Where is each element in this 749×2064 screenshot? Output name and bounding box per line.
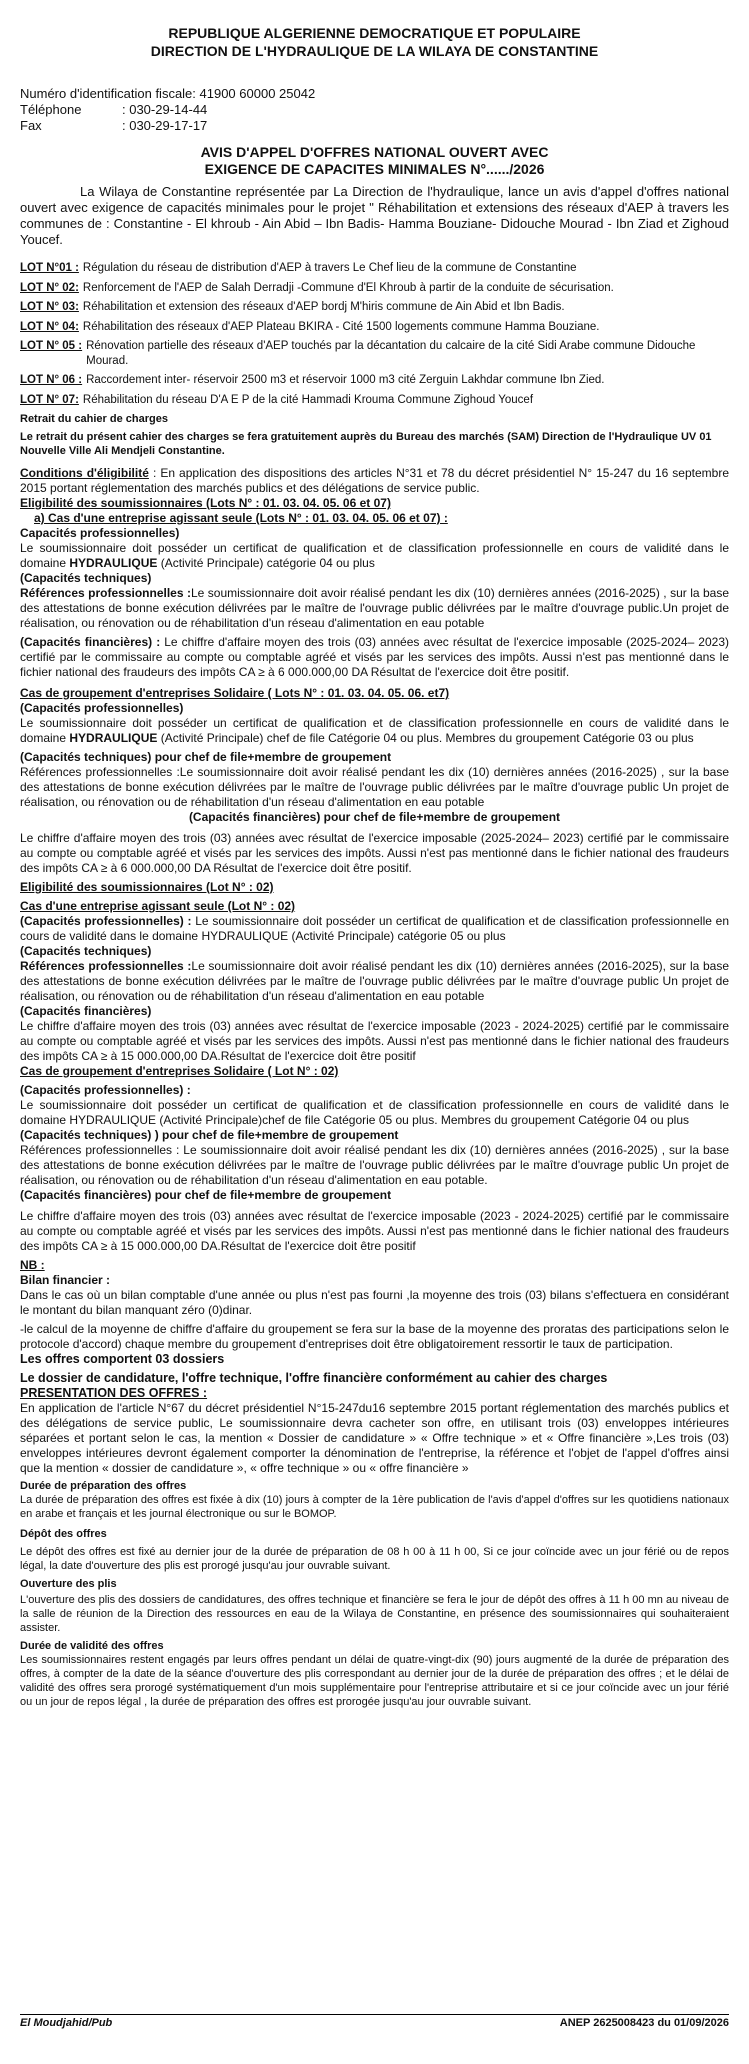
elig1-ref [20, 586, 729, 631]
fax-label: Fax [20, 118, 42, 133]
lot-item [20, 320, 729, 335]
header-republic: REPUBLIQUE ALGERIENNE DEMOCRATIQUE ET POPULAIRE [168, 25, 581, 41]
elig1-title: Eligibilité des soumissionnaires (Lots N° : 01. 03. 04. 05. 06 et 07) [20, 496, 391, 510]
lot-number: LOT N° 06 : [20, 374, 83, 386]
lot-number: LOT N° 07: [20, 393, 79, 406]
elig2-cap-pro-text: Le soumissionnaire doit posséder un certificat de qualification et de classification professionnelle en cours de validité dans le domaine HYDRAULIQUE (Activité Principale) catégorie 05 ou plus [20, 914, 729, 943]
fax-row [20, 118, 729, 134]
elig1-grp-fin-text: Le chiffre d'affaire moyen des trois (03) années avec résultat de l'exercice imposable (2025-2024– 2023) certifié par le commissaire au compte ou comptable agréé et visés par les services des impôts. Aussi n'est pas mentionné dans le fichier national des fraudeurs des impôts CA ≥ à 6 000.000,00 DA Résultat de l'exercice doit être positif. [20, 831, 729, 875]
lot-number: LOT N°01 : [20, 262, 79, 274]
nb-title: NB : [20, 1258, 45, 1272]
elig2-cap-pro-label: (Capacités professionnelles) : [20, 914, 192, 928]
elig2-section [20, 880, 729, 1254]
elig1-section [20, 496, 729, 876]
elig2-grp-cap-pro: (Capacités professionnelles) : [20, 1083, 191, 1097]
footer-publication: El Moudjahid/Pub [20, 2017, 113, 2029]
document [20, 0, 730, 2029]
elig2-grp-title: Cas de groupement d'entreprises Solidaire ( Lot N° : 02) [20, 1064, 339, 1078]
lot-description: Rénovation partielle des réseaux d'AEP touchés par la décantation du calcaire de la cité Sidi Arabe commune Didouche Mourad. [86, 340, 696, 367]
elig2-ref-text: Le soumissionnaire doit avoir réalisé pendant les dix (10) dernières années (2016-2025), sur la base des attestations de bonne exécution délivrées par le maître de l'ouvrage public délivrées par le maître d'ouvrage public Un projet de réalisation, ou rénovation ou de réhabilitation d'un réseau d'alimentation en eau potable [20, 959, 729, 1003]
ouverture-text: L'ouverture des plis des dossiers de candidatures, des offres technique et financière se fera le jour de dépôt des offres à 11 h 00 mn au niveau de la salle de réunion de la Direction des ressources en eau de la Wilaya de Constantine, en présence des soumissionnaires qui souhaiteraient assister. [20, 1594, 729, 1634]
nb-dossiers: Le dossier de candidature, l'offre technique, l'offre financière conformément au cahier des charges [20, 1371, 608, 1385]
ouverture-title: Ouverture des plis [20, 1578, 117, 1590]
header [20, 24, 729, 60]
notice-title [20, 144, 729, 178]
lot-item [20, 281, 729, 296]
lot-description: Raccordement inter- réservoir 2500 m3 et réservoir 1000 m3 cité Zerguin Lakhdar commune Ibn Zied. [86, 374, 605, 386]
presentation-text: En application de l'article N°67 du décret présidentiel N°15-247du16 septembre 2015 portant réglementation des marchés publics et des délégations de service public, Le soumissionnaire devra cacheter son offre, en utilisant trois (03) enveloppes intérieures séparées et portant selon le cas, la mention « Dossier de candidature » « Offre technique » et « Offre financière »,Les trois (03) enveloppes intérieures devront également comporter la dénomination de l'entreprise, la référence et l'objet de l'appel d'offres ainsi que la mention « dossier de candidature », « offre technique » ou « offre financière » [20, 1401, 729, 1475]
elig1-grp-cap-pro-a: Le soumissionnaire doit posséder un certificat de qualification et de classification professionnelle en cours de validité dans le domaine [20, 716, 729, 745]
elig2-grp-ref: Références professionnelles : Le soumissionnaire doit avoir réalisé pendant les dix (10) dernières années (2016-2025) , sur la base des attestations de bonne exécution délivrées par le maître de l'ouvrage public délivrées par le maître d'ouvrage public Un projet de réalisation, ou rénovation ou de réhabilitation d'un réseau d'alimentation en eau potable. [20, 1143, 729, 1187]
phone-label: Téléphone [20, 102, 82, 117]
duree-title: Durée de préparation des offres [20, 1480, 187, 1492]
lot-description: Réhabilitation et extension des réseaux d'AEP bordj M'hiris commune de Ain Abid et Ibn Badis. [82, 301, 565, 313]
elig2-cap-pro [20, 914, 729, 944]
elig1-fin-text: Le chiffre d'affaire moyen des trois (03) années avec résultat de l'exercice imposable (2025-2024– 2023) certifié par le commissaire au compte ou comptable agréé et visés par les services des impôts. Aussi n'est pas mentionné dans le fichier national des fraudeurs des impôts CA ≥ à 6 000.000,00 DA Résultat de l'exercice doit être positif. [20, 635, 729, 679]
elig1-grp-fin: (Capacités financières) pour chef de file+membre de groupement [188, 810, 561, 824]
nb-section [20, 1258, 729, 1386]
elig1-cap-pro-text-a: Le soumissionnaire doit posséder un certificat de qualification et de classification professionnelle en cours de validité dans le domaine [20, 541, 729, 570]
conditions-section [20, 466, 729, 496]
nb-bilan: Bilan financier : [20, 1273, 111, 1287]
nif: Numéro d'identification fiscale: 41900 60000 25042 [20, 86, 316, 101]
lot-item [20, 373, 729, 388]
elig1-grp-cap-pro-b: (Activité Principale) chef de file Catégorie 04 ou plus. Membres du groupement Catégorie 03 ou plus [157, 731, 694, 745]
lot-number: LOT N° 04: [20, 320, 79, 333]
retrait-title: Retrait du cahier de charges [20, 413, 168, 425]
phone-value: : 030-29-14-44 [122, 102, 208, 117]
validite-text: Les soumissionnaires restent engagés par leurs offres pendant un délai de quatre-vingt-dix (90) jours augmenté de la durée de préparation des offres, à compter de la date de la séance d'ouverture des plis correspondant au dernier jour de la durée de préparation des offres ; et le délai de validité des offres sera prorogé systématiquement d'un mois supplémentaire pour l'entreprise attributaire et si ce jour coïncide avec un jour férié ou un jour de repos légal , la durée de préparation des offres est prorogée jusqu'au jour ouvrable suivant. [20, 1654, 729, 1708]
lot-item [20, 393, 729, 408]
elig2-case: Cas d'une entreprise agissant seule (Lot N° : 02) [20, 899, 296, 913]
elig2-ref [20, 959, 729, 1004]
notice-title-line1: AVIS D'APPEL D'OFFRES NATIONAL OUVERT AVEC [200, 144, 549, 160]
elig2-grp-cap-pro-text: Le soumissionnaire doit posséder un certificat de qualification et de classification professionnelle en cours de validité dans le domaine HYDRAULIQUE (Activité Principale)chef de file Catégorie 05 ou plus. Membres du groupement Catégorie 04 ou plus [20, 1098, 729, 1127]
elig1-grp-cap-pro: (Capacités professionnelles) [20, 701, 184, 715]
elig2-grp-fin-text: Le chiffre d'affaire moyen des trois (03) années avec résultat de l'exercice imposable (2023 - 2024-2025) certifié par le commissaire au compte ou comptable agréé et visés par les services des impôts. Aussi n'est pas mentionné dans le fichier national des fraudeurs des impôts CA ≥ à 15 000.000,00 DA.Résultat de l'exercice doit être positif [20, 1209, 729, 1253]
elig1-cap-pro-text [20, 541, 729, 571]
elig2-grp-fin: (Capacités financières) pour chef de file+membre de groupement [20, 1188, 392, 1202]
elig1-grp-tech: (Capacités techniques) pour chef de file+membre de groupement [20, 750, 392, 764]
lot-number: LOT N° 02: [20, 281, 79, 294]
elig1-case-a: a) Cas d'une entreprise agissant seule (Lots N° : 01. 03. 04. 05. 06 et 07) : [34, 511, 448, 525]
nb-text2: -le calcul de la moyenne de chiffre d'affaire du groupement se fera sur la base de la moyenne des proratas des participations selon le protocole d'accord) chaque membre du groupement d'entreprises doit être obligatoirement ressortir le taux de participation. [20, 1322, 729, 1351]
elig1-grp-cap-pro-text [20, 716, 729, 746]
elig1-grp-cap-pro-domain: HYDRAULIQUE [69, 731, 158, 745]
phone-row [20, 102, 729, 118]
elig1-cap-tech: (Capacités techniques) [20, 571, 152, 585]
elig1-fin-label: (Capacités financières) : [20, 635, 161, 649]
conditions-text: : En application des dispositions des articles N°31 et 78 du décret présidentiel N° 15-247 du 16 septembre 2015 portant réglementation des marchés publics et des délégations de service public. [20, 466, 730, 495]
elig2-cap-tech: (Capacités techniques) [20, 944, 152, 958]
elig1-grp-title: Cas de groupement d'entreprises Solidaire ( Lots N° : 01. 03. 04. 05. 06. et7) [20, 686, 450, 700]
identification-block [20, 86, 729, 134]
header-direction: DIRECTION DE L'HYDRAULIQUE DE LA WILAYA DE CONSTANTINE [150, 43, 599, 59]
lots-list [20, 261, 729, 407]
elig2-ref-label: Références professionnelles : [20, 959, 192, 973]
lot-description: Régulation du réseau de distribution d'AEP à travers Le Chef lieu de la commune de Constantine [82, 262, 577, 274]
lot-description: Réhabilitation du réseau D'A E P de la cité Hammadi Krouma Commune Zighoud Youcef [82, 393, 534, 406]
depot-title: Dépôt des offres [20, 1528, 107, 1540]
elig2-fin: (Capacités financières) [20, 1004, 152, 1018]
elig1-cap-pro: Capacités professionnelles) [20, 526, 180, 540]
lot-item [20, 300, 729, 315]
elig1-grp-ref: Références professionnelles :Le soumissionnaire doit avoir réalisé pendant les dix (10) dernières années (2016-2025) , sur la base des attestations de bonne exécution délivrées par le maître de l'ouvrage public délivrées par le maître d'ouvrage public Un projet de réalisation, ou rénovation ou de réhabilitation d'un réseau d'alimentation en eau potable [20, 765, 729, 809]
elig1-ref-text: Le soumissionnaire doit avoir réalisé pendant les dix (10) dernières années (2016-2025) , sur la base des attestations de bonne exécution délivrées par le maître de l'ouvrage public délivrées par le maître d'ouvrage public.Un projet de réalisation, ou rénovation ou de réhabilitation d'un réseau d'alimentation en eau potable [20, 586, 730, 630]
elig1-cap-pro-text-b: (Activité Principale) catégorie 04 ou plus [157, 556, 375, 570]
lot-item [20, 339, 729, 368]
retrait-text: Le retrait du présent cahier des charges se fera gratuitement auprès du Bureau des marchés (SAM) Direction de l'Hydraulique UV 01 Nouvelle Ville Ali Mendjeli Constantine. [20, 431, 712, 457]
lot-description: Réhabilitation des réseaux d'AEP Plateau BKIRA - Cité 1500 logements commune Hamma Bouziane. [82, 320, 600, 333]
lot-number: LOT N° 03: [20, 301, 79, 313]
validite-title: Durée de validité des offres [20, 1640, 164, 1652]
presentation-title: PRESENTATION DES OFFRES : [20, 1386, 208, 1400]
elig2-title: Eligibilité des soumissionnaires (Lot N° : 02) [20, 880, 274, 894]
depot-text: Le dépôt des offres est fixé au dernier jour de la durée de préparation de 08 h 00 à 11 h 00, Si ce jour coïncide avec un jour férié ou de repos légal, la date d'ouverture des plis est prorogé jusqu'au jour ouvrable suivant. [20, 1546, 729, 1572]
lot-item [20, 261, 729, 276]
duree-text: La durée de préparation des offres est fixée à dix (10) jours à compter de la 1ère publication de l'avis d'appel d'offres sur les quotidiens nationaux en arabe et français et les journal électronique ou sur le BOMOP. [20, 1494, 729, 1520]
elig1-fin [20, 635, 729, 680]
elig1-cap-pro-domain: HYDRAULIQUE [69, 556, 158, 570]
nb-text1: Dans le cas où un bilan comptable d'une année ou plus n'est pas fourni ,la moyenne des trois (03) bilans s'effectuera en considérant le montant du bilan manquant zéro (0)dinar. [20, 1288, 729, 1317]
fax-value: : 030-29-17-17 [122, 118, 208, 133]
conditions-label: Conditions d'éligibilité [20, 466, 149, 480]
intro-paragraph: La Wilaya de Constantine représentée par La Direction de l'hydraulique, lance un avis d'appel d'offres national ouvert avec exigence de capacités minimales pour le projet " Réhabilitation et extensions des réseaux d'AEP à travers les communes de : Constantine - El khroub - Ain Abid – Ibn Badis- Hamma Bouziane- Didouche Mourad - Ibn Ziad et Zighoud Youcef. [20, 184, 729, 247]
lot-description: Renforcement de l'AEP de Salah Derradji -Commune d'El Khroub à partir de la conduite de sécurisation. [82, 281, 614, 294]
lot-number: LOT N° 05 : [20, 340, 83, 352]
presentation-section [20, 1386, 729, 1709]
nb-offres: Les offres comportent 03 dossiers [20, 1352, 225, 1366]
footer-anep-ref: ANEP 2625008423 du 01/09/2026 [559, 2017, 729, 2029]
elig2-grp-tech: (Capacités techniques) ) pour chef de file+membre de groupement [20, 1128, 399, 1142]
notice-title-line2: EXIGENCE DE CAPACITES MINIMALES N°....../2026 [204, 161, 545, 177]
retrait-section [20, 412, 729, 458]
elig2-fin-text: Le chiffre d'affaire moyen des trois (03) années avec résultat de l'exercice imposable (2023 - 2024-2025) certifié par le commissaire au compte ou comptable agréé et visés par les services des impôts. Aussi n'est pas mentionné dans le fichier national des fraudeurs des impôts CA ≥ à 15 000.000,00 DA.Résultat de l'exercice doit être positif [20, 1019, 729, 1063]
footer [20, 2014, 729, 2029]
elig1-ref-label: Références professionnelles : [20, 586, 191, 600]
